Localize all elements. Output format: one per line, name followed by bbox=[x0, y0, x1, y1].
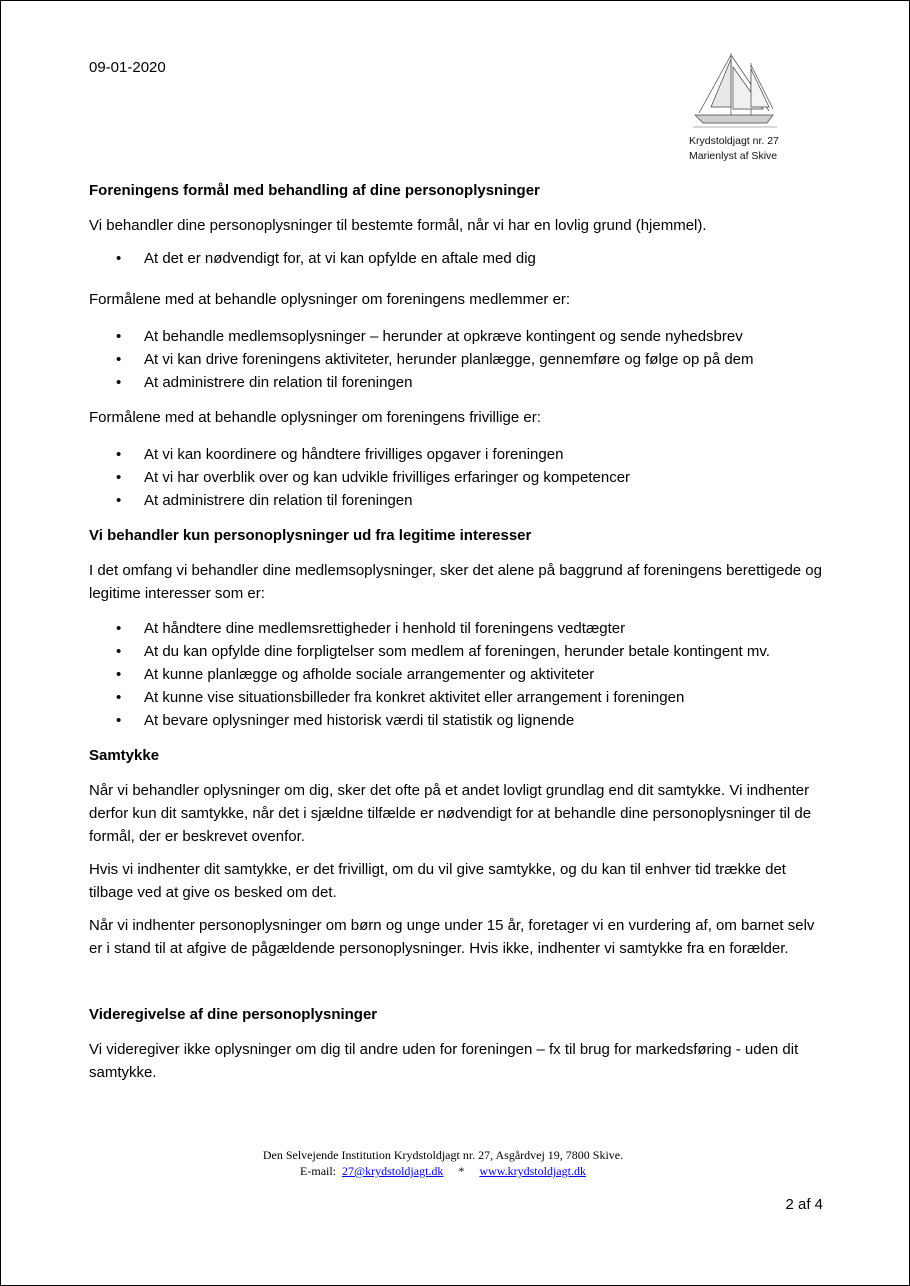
footer-email-label: E-mail: bbox=[300, 1164, 337, 1178]
bullet-icon: • bbox=[116, 492, 122, 509]
list-item-text: At du kan opfylde dine forpligtelser som medlem af foreningen, herunder betale kontingent mv. bbox=[144, 643, 770, 660]
bullet-icon: • bbox=[116, 666, 122, 683]
list-item-text: At det er nødvendigt for, at vi kan opfylde en aftale med dig bbox=[144, 250, 536, 267]
list-item-text: At administrere din relation til foreningen bbox=[144, 492, 413, 509]
list-item bbox=[89, 663, 829, 686]
list-item-text: At administrere din relation til foreningen bbox=[144, 374, 413, 391]
list-item bbox=[89, 443, 829, 466]
list-item-text: At kunne vise situationsbilleder fra konkret aktivitet eller arrangement i foreningen bbox=[144, 689, 685, 706]
bullet-icon: • bbox=[116, 469, 122, 486]
volunteers-list bbox=[89, 443, 829, 512]
list-item bbox=[89, 371, 829, 394]
bullet-icon: • bbox=[116, 620, 122, 637]
members-intro: Formålene med at behandle oplysninger om foreningens medlemmer er: bbox=[89, 291, 571, 308]
bullet-icon: • bbox=[116, 374, 122, 391]
list-item-text: At vi kan drive foreningens aktiviteter, herunder planlægge, gennemføre og følge op på dem bbox=[144, 351, 754, 368]
consent-paragraph-3: Når vi indhenter personoplysninger om børn og unge under 15 år, foretager vi en vurdering af, om barnet selv er i stand til at afgive de pågældende personoplysninger. Hvis ikke, indhenter vi samtykke fra en forælder. bbox=[89, 917, 815, 957]
list-item-text: At vi har overblik over og kan udvikle frivilliges erfaringer og kompetencer bbox=[144, 469, 631, 486]
logo-caption-line1: Krydstoldjagt nr. 27 bbox=[689, 135, 779, 147]
purpose-intro: Vi behandler dine personoplysninger til bestemte formål, når vi har en lovlig grund (hjemmel). bbox=[89, 217, 707, 234]
section-heading-legitimate: Vi behandler kun personoplysninger ud fra legitime interesser bbox=[89, 527, 532, 544]
list-item bbox=[89, 466, 829, 489]
section-heading-purpose: Foreningens formål med behandling af dine personoplysninger bbox=[89, 182, 540, 199]
footer-website-link[interactable]: www.krydstoldjagt.dk bbox=[479, 1164, 586, 1178]
consent-paragraph-1: Når vi behandler oplysninger om dig, sker det ofte på et andet lovligt grundlag end dit samtykke. Vi indhenter derfor kun dit samtykke, når det i sjældne tilfælde er nødvendigt for at behandle dine personoplysninger til de formål, der er beskrevet ovenfor. bbox=[89, 782, 812, 845]
page-number: 2 af 4 bbox=[785, 1196, 823, 1213]
footer-contact bbox=[1, 1163, 885, 1179]
disclosure-paragraph-1: Vi videregiver ikke oplysninger om dig til andre uden for foreningen – fx til brug for markedsføring - uden dit samtykke. bbox=[89, 1041, 799, 1081]
logo-caption-line2: Marienlyst af Skive bbox=[689, 150, 778, 162]
list-item-text: At vi kan koordinere og håndtere frivilliges opgaver i foreningen bbox=[144, 446, 564, 463]
section-heading-consent: Samtykke bbox=[89, 747, 160, 764]
bullet-icon: • bbox=[116, 328, 122, 345]
legitimate-intro: I det omfang vi behandler dine medlemsoplysninger, sker det alene på baggrund af foreningens berettigede og legitime interesser som er: bbox=[89, 562, 822, 602]
page-footer bbox=[1, 1147, 885, 1179]
document-date: 09-01-2020 bbox=[89, 59, 166, 76]
spacer bbox=[89, 970, 829, 1003]
list-item-text: At håndtere dine medlemsrettigheder i henhold til foreningens vedtægter bbox=[144, 620, 626, 637]
logo-caption bbox=[689, 134, 779, 164]
purpose-list bbox=[89, 247, 829, 270]
list-item bbox=[89, 617, 829, 640]
list-item bbox=[89, 640, 829, 663]
members-list bbox=[89, 325, 829, 394]
list-item-text: At behandle medlemsoplysninger – herunder at opkræve kontingent og sende nyhedsbrev bbox=[144, 328, 743, 345]
bullet-icon: • bbox=[116, 446, 122, 463]
bullet-icon: • bbox=[116, 689, 122, 706]
footer-address: Den Selvejende Institution Krydstoldjagt nr. 27, Asgårdvej 19, 7800 Skive. bbox=[262, 1148, 624, 1162]
legitimate-list bbox=[89, 617, 829, 732]
volunteers-intro: Formålene med at behandle oplysninger om foreningens frivillige er: bbox=[89, 409, 541, 426]
footer-email-link[interactable]: 27@krydstoldjagt.dk bbox=[342, 1164, 444, 1178]
section-heading-disclosure: Videregivelse af dine personoplysninger bbox=[89, 1006, 378, 1023]
bullet-icon: • bbox=[116, 643, 122, 660]
list-item bbox=[89, 325, 829, 348]
list-item bbox=[89, 489, 829, 512]
list-item-text: At kunne planlægge og afholde sociale arrangementer og aktiviteter bbox=[144, 666, 595, 683]
bullet-icon: • bbox=[116, 250, 122, 267]
document-body bbox=[89, 179, 829, 1094]
sailing-ship-icon bbox=[691, 49, 777, 135]
consent-paragraph-2: Hvis vi indhenter dit samtykke, er det frivilligt, om du vil give samtykke, og du kan til enhver tid trække det tilbage ved at give os besked om det. bbox=[89, 861, 786, 901]
list-item bbox=[89, 709, 829, 732]
list-item bbox=[89, 348, 829, 371]
list-item bbox=[89, 686, 829, 709]
bullet-icon: • bbox=[116, 351, 122, 368]
footer-separator: * bbox=[458, 1164, 465, 1178]
list-item-text: At bevare oplysninger med historisk værdi til statistik og lignende bbox=[144, 712, 575, 729]
list-item bbox=[89, 247, 829, 270]
bullet-icon: • bbox=[116, 712, 122, 729]
